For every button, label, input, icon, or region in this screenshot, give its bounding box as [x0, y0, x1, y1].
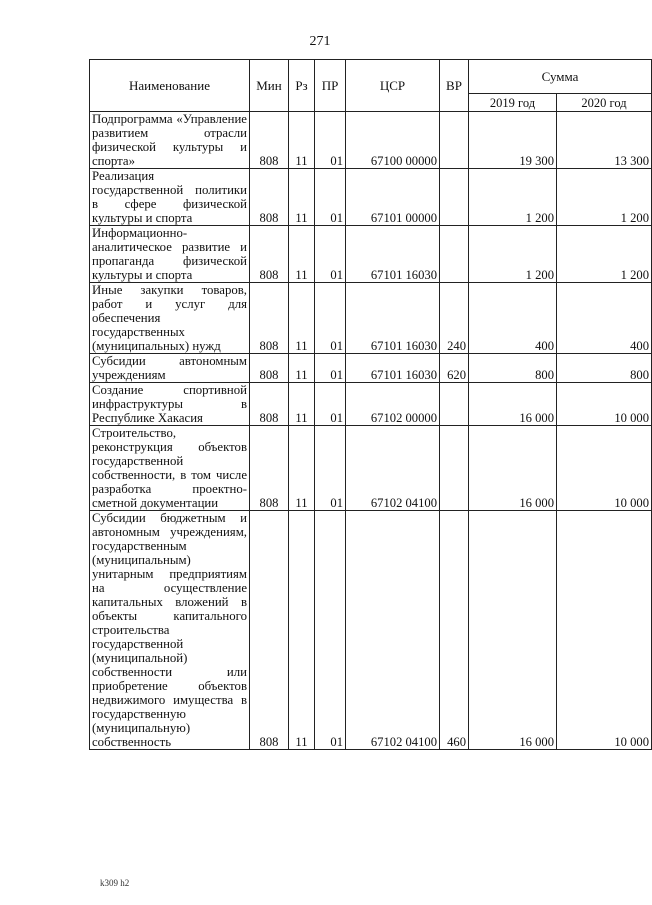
header-year-2020: 2020 год: [557, 94, 652, 112]
footer-code: k309 h2: [100, 878, 130, 888]
row-sum-2020: 1 200: [557, 226, 652, 283]
row-min: 808: [250, 354, 289, 383]
row-vr: 620: [440, 354, 469, 383]
row-min: 808: [250, 226, 289, 283]
row-sum-2019: 1 200: [469, 226, 557, 283]
row-sum-2019: 16 000: [469, 383, 557, 426]
row-rz: 11: [289, 354, 315, 383]
row-vr: [440, 426, 469, 511]
row-min: 808: [250, 112, 289, 169]
row-rz: 11: [289, 383, 315, 426]
row-min: 808: [250, 283, 289, 354]
row-rz: 11: [289, 426, 315, 511]
row-pr: 01: [315, 383, 346, 426]
row-sum-2019: 16 000: [469, 511, 557, 750]
row-sum-2019: 19 300: [469, 112, 557, 169]
row-vr: [440, 226, 469, 283]
row-vr: [440, 112, 469, 169]
row-vr: [440, 383, 469, 426]
row-name: Реализация государственной политики в сфере физической культуры и спорта: [90, 169, 250, 226]
table-row: [90, 112, 652, 169]
row-name: Субсидии бюджетным и автономным учреждениям, государственным (муниципальным) унитарным предприятиям на осуществление капитальных вложений в объекты капитального строительства государственной (муниципальной) собственности или приобретение объектов недвижимого имущества в государственную (муниципальную) собственность: [90, 511, 250, 750]
header-rz: Рз: [289, 60, 315, 112]
page-number: 271: [309, 34, 331, 49]
row-name: Субсидии автономным учреждениям: [90, 354, 250, 383]
row-pr: 01: [315, 511, 346, 750]
row-sum-2020: 1 200: [557, 169, 652, 226]
header-csr: ЦСР: [346, 60, 440, 112]
row-sum-2020: 10 000: [557, 383, 652, 426]
table-row: [90, 354, 652, 383]
header-name: Наименование: [90, 60, 250, 112]
row-sum-2019: 1 200: [469, 169, 557, 226]
table-row: [90, 426, 652, 511]
row-rz: 11: [289, 112, 315, 169]
row-csr: 67102 04100: [346, 511, 440, 750]
row-name: Подпрограмма «Управление развитием отрасли физической культуры и спорта»: [90, 112, 250, 169]
row-csr: 67100 00000: [346, 112, 440, 169]
row-vr: 240: [440, 283, 469, 354]
row-csr: 67101 16030: [346, 226, 440, 283]
row-vr: [440, 169, 469, 226]
row-sum-2020: 10 000: [557, 511, 652, 750]
budget-table: [89, 59, 652, 750]
row-rz: 11: [289, 283, 315, 354]
row-name: Иные закупки товаров, работ и услуг для обеспечения государственных (муниципальных) нужд: [90, 283, 250, 354]
row-min: 808: [250, 383, 289, 426]
row-name: Строительство, реконструкция объектов государственной собственности, в том числе разработка проектно-сметной документации: [90, 426, 250, 511]
row-vr: 460: [440, 511, 469, 750]
header-pr: ПР: [315, 60, 346, 112]
table-row: [90, 383, 652, 426]
row-sum-2020: 800: [557, 354, 652, 383]
row-csr: 67101 00000: [346, 169, 440, 226]
table-row: [90, 511, 652, 750]
row-pr: 01: [315, 169, 346, 226]
row-min: 808: [250, 511, 289, 750]
row-min: 808: [250, 169, 289, 226]
row-sum-2020: 13 300: [557, 112, 652, 169]
row-rz: 11: [289, 511, 315, 750]
row-pr: 01: [315, 426, 346, 511]
row-pr: 01: [315, 354, 346, 383]
row-sum-2019: 16 000: [469, 426, 557, 511]
row-csr: 67101 16030: [346, 283, 440, 354]
row-name: Создание спортивной инфраструктуры в Республике Хакасия: [90, 383, 250, 426]
table-row: [90, 226, 652, 283]
row-csr: 67102 00000: [346, 383, 440, 426]
row-rz: 11: [289, 169, 315, 226]
row-csr: 67102 04100: [346, 426, 440, 511]
row-name: Информационно-аналитическое развитие и пропаганда физической культуры и спорта: [90, 226, 250, 283]
header-vr: ВР: [440, 60, 469, 112]
row-csr: 67101 16030: [346, 354, 440, 383]
row-sum-2019: 800: [469, 354, 557, 383]
row-min: 808: [250, 426, 289, 511]
row-sum-2019: 400: [469, 283, 557, 354]
row-sum-2020: 10 000: [557, 426, 652, 511]
header-sum: Сумма: [469, 60, 652, 94]
header-year-2019: 2019 год: [469, 94, 557, 112]
table-row: [90, 283, 652, 354]
row-pr: 01: [315, 112, 346, 169]
header-min: Мин: [250, 60, 289, 112]
row-rz: 11: [289, 226, 315, 283]
row-pr: 01: [315, 283, 346, 354]
table-row: [90, 169, 652, 226]
row-sum-2020: 400: [557, 283, 652, 354]
row-pr: 01: [315, 226, 346, 283]
